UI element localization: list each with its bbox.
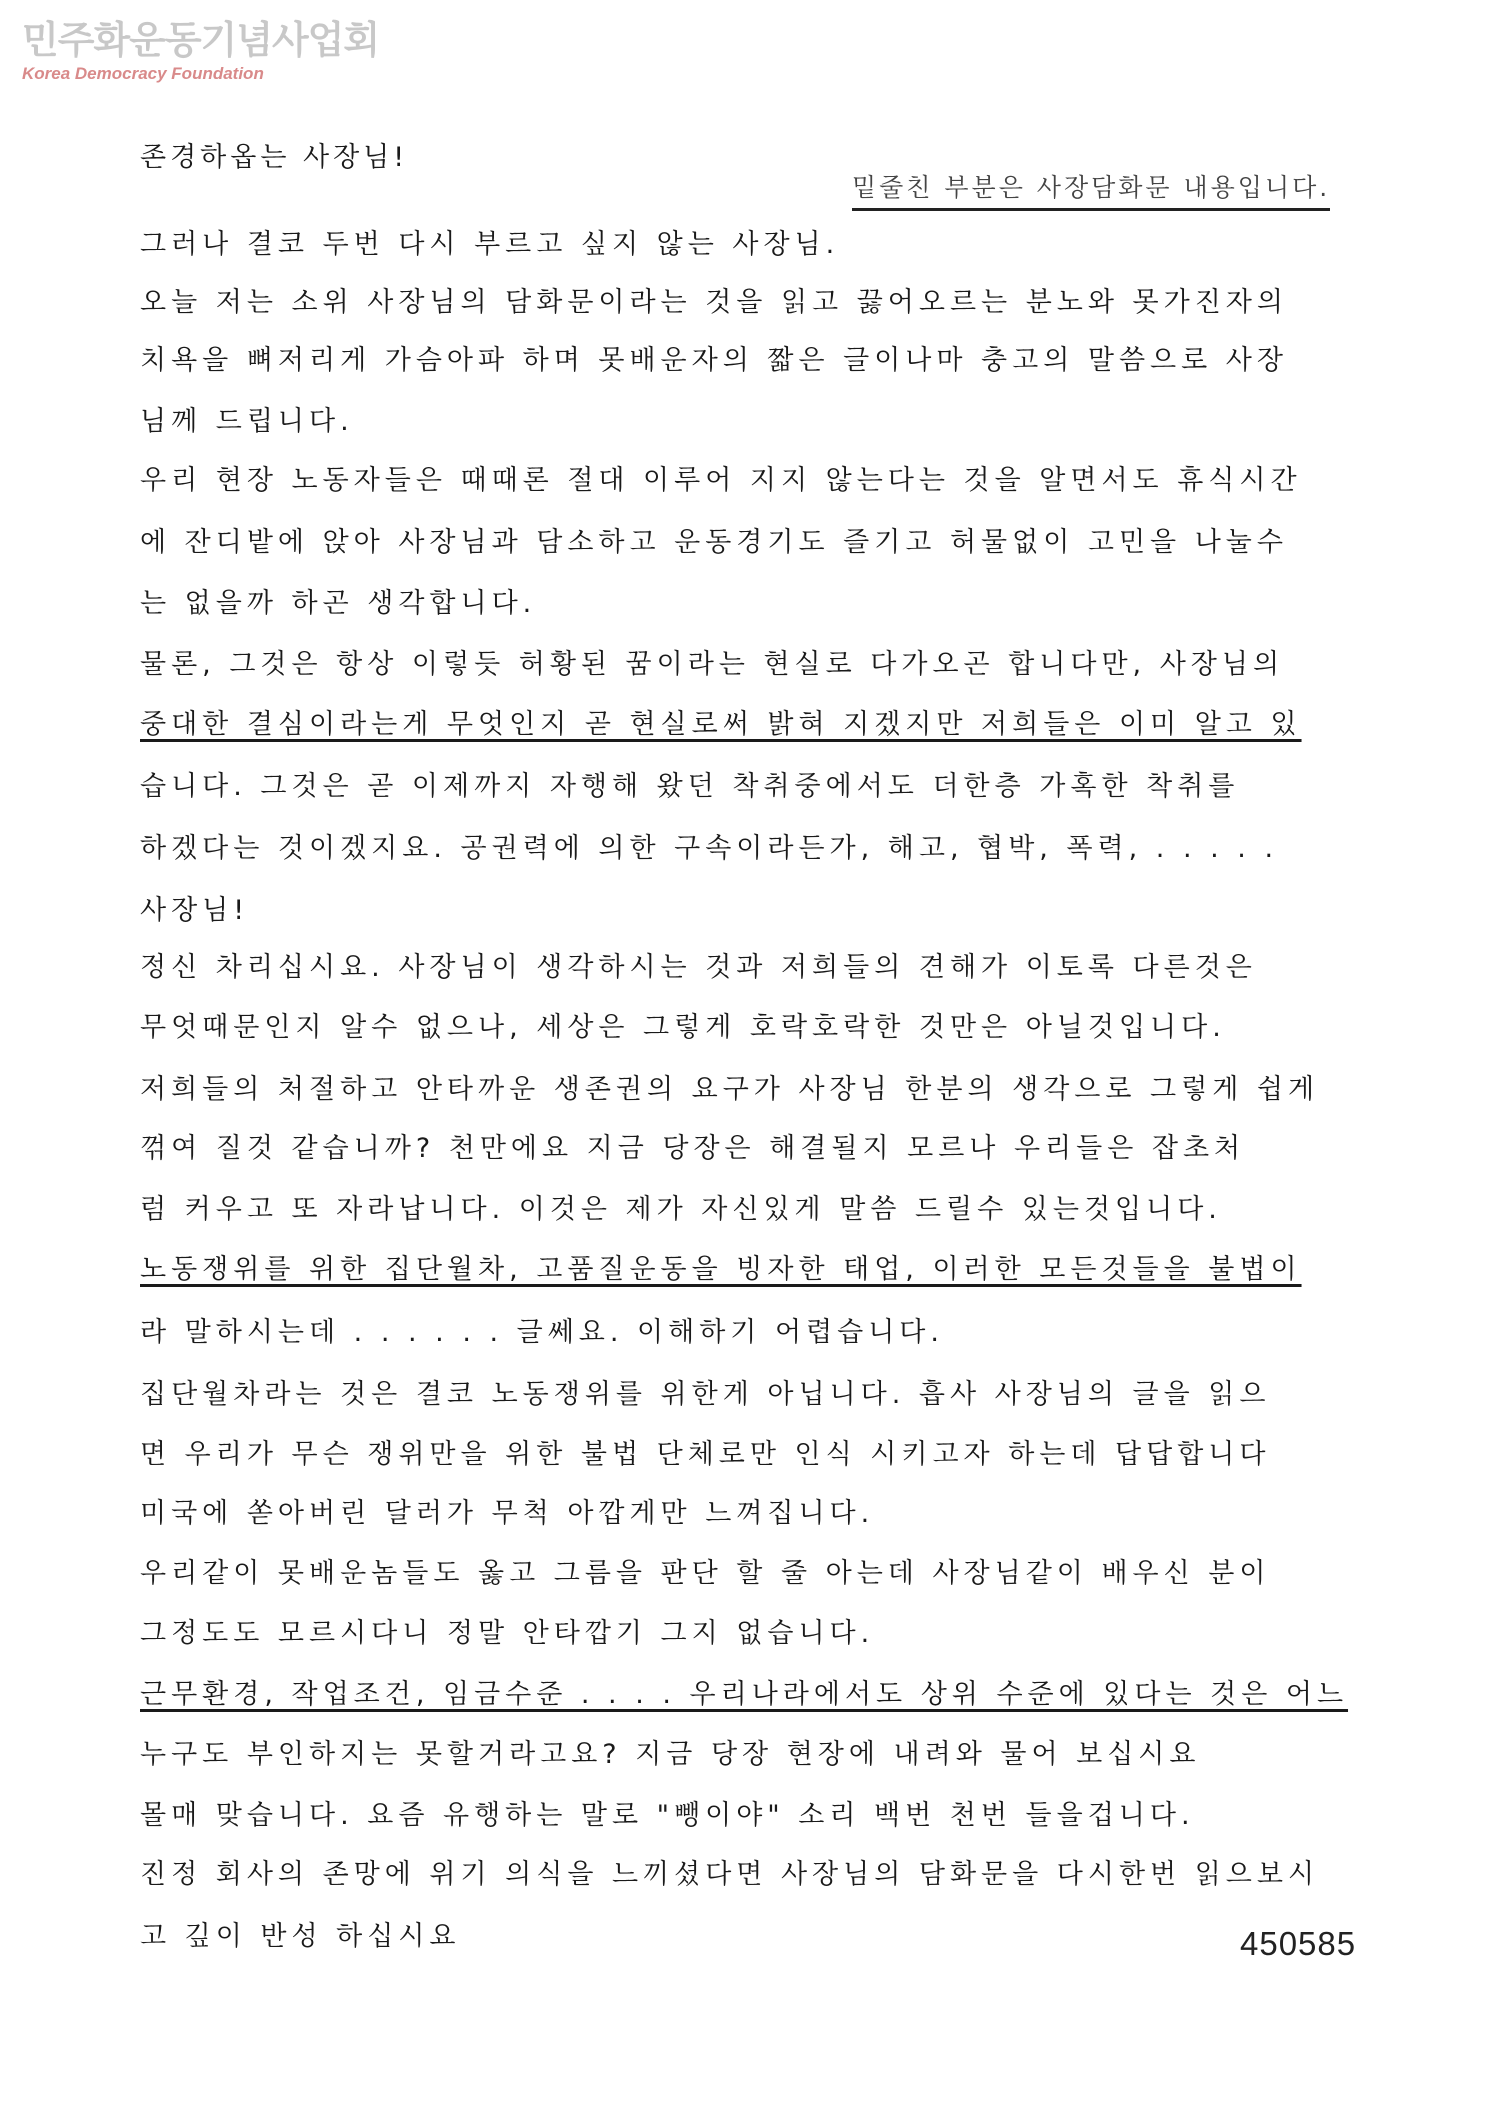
letter-line: 우리같이 못배운놈들도 옳고 그름을 판단 할 줄 아는데 사장님같이 배우신 분이 [140, 1558, 1271, 1589]
letter-line: 고 깊이 반성 하십시요 [140, 1921, 461, 1952]
letter-line: 꺾여 질것 같습니까? 천만에요 지금 당장은 해결될지 모르나 우리들은 잡초처 [140, 1133, 1246, 1164]
foundation-watermark [22, 18, 380, 84]
letter-line: 습니다. 그것은 곧 이제까지 자행해 왔던 착취중에서도 더한층 가혹한 착취를 [140, 771, 1240, 802]
letter-line: 면 우리가 무슨 쟁위만을 위한 불법 단체로만 인식 시키고자 하는데 답답합니다 [140, 1439, 1271, 1470]
letter-line-underlined: 중대한 결심이라는게 무엇인지 곧 현실로써 밝혀 지겠지만 저희들은 이미 알고 있 [140, 709, 1302, 740]
letter-line: 집단월차라는 것은 결코 노동쟁위를 위한게 아닙니다. 흡사 사장님의 글을 읽으 [140, 1379, 1271, 1410]
letter-line: 저희들의 처절하고 안타까운 생존권의 요구가 사장님 한분의 생각으로 그렇게 쉽게 [140, 1074, 1320, 1105]
letter-line: 하겠다는 것이겠지요. 공권력에 의한 구속이라든가, 해고, 협박, 폭력, . . . . . [140, 833, 1279, 864]
watermark-title-english: Korea Democracy Foundation [22, 64, 264, 83]
letter-line-underlined: 노동쟁위를 위한 집단월차, 고품질운동을 빙자한 태업, 이러한 모든것들을 불법이 [140, 1254, 1302, 1285]
letter-line: 무엇때문인지 알수 없으나, 세상은 그렇게 호락호락한 것만은 아닐것입니다. [140, 1012, 1226, 1043]
letter-line: 는 없을까 하곤 생각합니다. [140, 588, 537, 619]
page-number: 450585 [1240, 1925, 1357, 1962]
letter-line: 럼 커우고 또 자라납니다. 이것은 제가 자신있게 말씀 드릴수 있는것입니다. [140, 1194, 1222, 1225]
watermark-title-korean: 민주화운동기념사업회 [22, 18, 380, 62]
letter-line: 라 말하시는데 . . . . . . 글쎄요. 이해하기 어렵습니다. [140, 1317, 944, 1348]
letter-line: 몰매 맞습니다. 요즘 유행하는 말로 "뺑이야" 소리 백번 천번 들을겁니다. [140, 1800, 1195, 1831]
letter-line: 미국에 쏟아버린 달러가 무척 아깝게만 느껴집니다. [140, 1498, 875, 1529]
letter-line: 사장님! [140, 895, 250, 926]
letter-line: 누구도 부인하지는 못할거라고요? 지금 당장 현장에 내려와 물어 보십시요 [140, 1739, 1201, 1770]
letter-line-underlined: 근무환경, 작업조건, 임금수준 . . . . 우리나라에서도 상위 수준에 있다는 것은 어느 [140, 1679, 1349, 1710]
letter-line: 진정 회사의 존망에 위기 의식을 느끼셨다면 사장님의 담화문을 다시한번 읽으보시 [140, 1859, 1320, 1890]
letter-line: 물론, 그것은 항상 이렇듯 허황된 꿈이라는 현실로 다가오곤 합니다만, 사장님의 [140, 649, 1285, 680]
letter-greeting: 존경하옵는 사장님! [140, 142, 409, 173]
letter-line: 오늘 저는 소위 사장님의 담화문이라는 것을 읽고 끓어오르는 분노와 못가진자의 [140, 287, 1288, 318]
letter-line: 에 잔디밭에 앉아 사장님과 담소하고 운동경기도 즐기고 허물없이 고민을 나눌수 [140, 527, 1288, 558]
letter-line: 정신 차리십시요. 사장님이 생각하시는 것과 저희들의 견해가 이토록 다른것은 [140, 952, 1257, 983]
letter-line: 우리 현장 노동자들은 때때론 절대 이루어 지지 않는다는 것을 알면서도 휴식시간 [140, 465, 1302, 496]
letter-line: 그정도도 모르시다니 정말 안타깝기 그지 없습니다. [140, 1618, 875, 1649]
letter-line: 그러나 결코 두번 다시 부르고 싶지 않는 사장님. [140, 229, 840, 260]
letter-line: 치욕을 뼈저리게 가슴아파 하며 못배운자의 짧은 글이나마 충고의 말씀으로 사장 [140, 345, 1288, 376]
letter-line: 님께 드립니다. [140, 406, 354, 437]
underline-note: 밑줄친 부분은 사장담화문 내용입니다. [852, 168, 1330, 211]
